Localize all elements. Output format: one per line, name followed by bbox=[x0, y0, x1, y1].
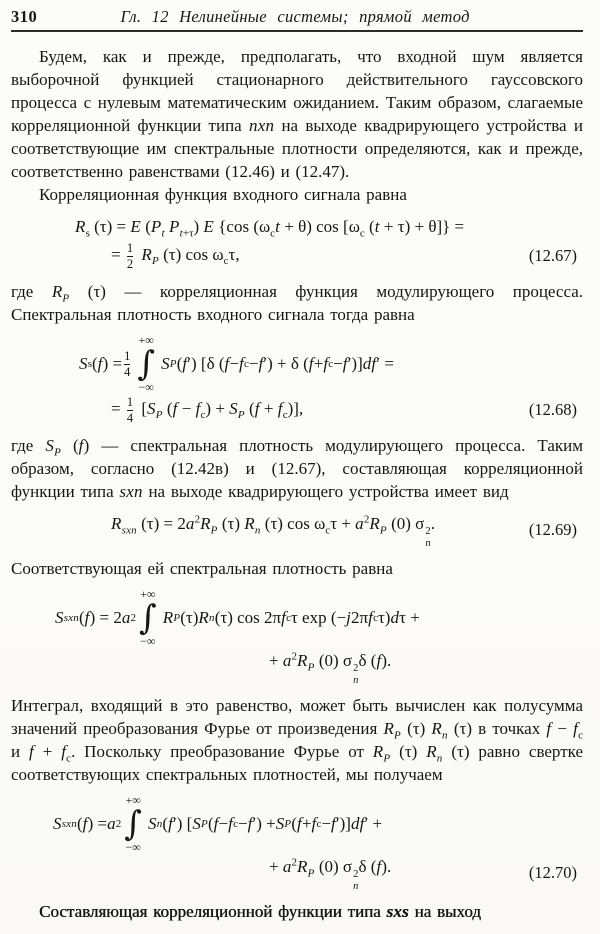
paragraph-rp-definition: где $R_P$ (τ) — корреляционная функция модулирующего процесса. Спектральная плотность входного сигнала тогда равна bbox=[11, 282, 583, 324]
equation-body: = $\frac{1}{2}$ $R_P$ (τ) $\cos \omega_c\tau$, bbox=[111, 241, 240, 271]
page-number: 310 bbox=[11, 7, 38, 26]
page-header bbox=[11, 7, 583, 32]
equation-line: $R_s$ (τ) = E ($P_t$ $P_{t+\tau}$) E {cos $(\omega_ct + \theta)$ $\cos [\omega_c$ (t + τ) + θ]} = bbox=[75, 217, 465, 240]
equation-number: (12.69) bbox=[528, 520, 577, 540]
equation-body: $R_{sxn}$ $(\tau) = 2a^2R_P$ (τ) $R_n$ (τ) $\cos \omega_c\tau + a^2R_P$ (0) σ 2 n . bbox=[111, 513, 436, 549]
paragraph-spectral-density-intro: Соответствующая ей спектральная плотность равна bbox=[11, 559, 393, 579]
equation-12-67 bbox=[11, 214, 583, 272]
equation-number: (12.68) bbox=[528, 400, 577, 419]
paragraph-correlation-intro: Корреляционная функция входного сигнала равна bbox=[39, 185, 407, 204]
equation-line bbox=[11, 854, 583, 892]
equation-body: = $\frac{1}{4}$ [$S_P$ $(f - f_c) + S_P$ $(f + f_c)$], bbox=[111, 395, 304, 425]
running-title: Гл. 12 Нелинейные системы; прямой метод bbox=[120, 7, 470, 26]
paragraph-sp-definition: где $S_P$ (f) — спектральная плотность модулирующего процесса. Таким образом, согласно (12.42в) и (12.67), составляющая корреляционной функции типа sxn на выходе квадрирующего устройства имеет вид bbox=[11, 436, 583, 501]
equation-line: S sxn ( f ) = 2 a 2 +∞ ∫ −∞ R P (τ) R n (τ) cos 2π f c τ exp (− j 2π f c τ) d τ + bbox=[55, 587, 420, 649]
equation-12-69 bbox=[11, 511, 583, 549]
equation-line bbox=[11, 394, 583, 426]
sigma-squared-n: 2 n bbox=[353, 663, 359, 686]
paragraph-fourier-integral: Интеграл, входящий в это равенство, может быть вычислен как полусумма значений преобразования Фурье от произведения $R_P$ (τ) $R_n$ (τ) в точках $f - f_c$ и $f + f_c$. Поскольку преобразование Фурье от $R_P$ (τ) $R_n$ (τ) равно свертке соответствующих спектральных плотностей, мы получаем bbox=[11, 696, 584, 785]
paragraph-sxs-component: Составляющая корреляционной функции типа sxs на выход bbox=[39, 902, 481, 922]
integral-with-limits: +∞ ∫ −∞ bbox=[124, 793, 142, 855]
page-content bbox=[11, 45, 583, 923]
equation-12-68 bbox=[11, 334, 583, 426]
sigma-squared-n: 2 n bbox=[425, 526, 431, 549]
equation-line: S s ( f ) = $\frac{1}{4}$ +∞ ∫ −∞ S P ( f ′) [δ ( f − f c − f ′) + δ ( f + f c − f ′)] df ′ = bbox=[79, 333, 394, 394]
equation-body: + $a^2R_P$ (0) σ 2 n δ (f). bbox=[269, 856, 392, 892]
equation-sxn-spectral bbox=[11, 588, 583, 686]
equation-12-70 bbox=[11, 794, 583, 892]
equation-line: S sxn ( f ) = a 2 +∞ ∫ −∞ S n ( f ′) [ S P ( f − f c − f ′) + S P ( f + f c − f ′)] df ′ + bbox=[53, 793, 383, 855]
fraction-one-quarter: $\frac{1}{4}$ bbox=[126, 395, 134, 425]
sigma-squared-n: 2 n bbox=[353, 869, 359, 892]
equation-line bbox=[11, 240, 583, 272]
paragraph-noise-assumption: Будем, как и прежде, предполагать, что входной шум является выборочной функцией стационарного действительного гауссовского процесса с нулевым математическим ожиданием. Таким образом, слагаемые корреляционной функции типа nxn на выходе квадрирующего устройства и соответствующие им спектральные плотности определяются, как и прежде, соответственно равенствами (12.46) и (12.47). bbox=[11, 47, 583, 181]
fraction-one-half: $\frac{1}{2}$ bbox=[126, 241, 134, 271]
integral-with-limits: +∞ ∫ −∞ bbox=[137, 333, 156, 394]
fraction-one-quarter: $\frac{1}{4}$ bbox=[124, 349, 131, 379]
equation-line: + $a^2R_P$ (0) σ 2 n δ (f). bbox=[269, 650, 392, 686]
equation-line bbox=[11, 511, 583, 549]
equation-number: (12.70) bbox=[528, 863, 577, 883]
equation-number: (12.67) bbox=[528, 246, 577, 265]
integral-with-limits: +∞ ∫ −∞ bbox=[139, 587, 157, 649]
